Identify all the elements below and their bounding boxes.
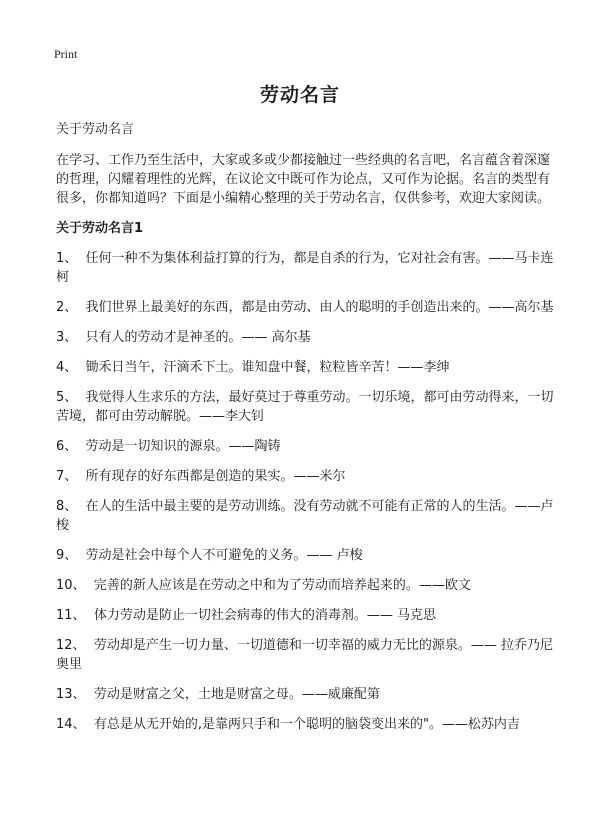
quote-text: 所有现存的好东西都是创造的果实。——米尔 <box>85 469 346 484</box>
quote-text: 锄禾日当午，汗滴禾下土。谁知盘中餐，粒粒皆辛苦！——李绅 <box>85 360 450 375</box>
page-title: 劳动名言 <box>259 84 340 106</box>
quote-item <box>56 606 556 625</box>
quote-number: 5、 <box>56 390 78 405</box>
quote-item <box>56 358 556 377</box>
quote-number: 2、 <box>56 300 78 315</box>
document-body <box>56 120 556 745</box>
quote-number: 9、 <box>56 548 78 563</box>
quote-item <box>56 497 556 535</box>
quote-text: 劳动是财富之父，土地是财富之母。——威廉配第 <box>93 687 380 702</box>
quote-text: 我觉得人生求乐的方法，最好莫过于尊重劳动。一切乐境，都可由劳动得来，一切苦境，都可由劳动解脱。——李大钊 <box>56 390 554 424</box>
quote-number: 12、 <box>56 638 86 653</box>
quote-item <box>56 715 556 734</box>
quote-text: 体力劳动是防止一切社会病毒的伟大的消毒剂。—— 马克思 <box>93 608 436 623</box>
quote-list <box>56 249 556 734</box>
quote-item <box>56 437 556 456</box>
quote-item <box>56 249 556 287</box>
quote-number: 3、 <box>56 330 78 345</box>
quote-item <box>56 298 556 317</box>
section-heading: 关于劳动名言1 <box>56 221 144 236</box>
quote-item <box>56 685 556 704</box>
quote-number: 4、 <box>56 360 78 375</box>
quote-text: 劳动却是产生一切力量、一切道德和一切幸福的威力无比的源泉。—— 拉乔乃尼奥里 <box>56 638 553 672</box>
quote-item <box>56 328 556 347</box>
quote-number: 1、 <box>56 251 78 266</box>
quote-text: 任何一种不为集体利益打算的行为，都是自杀的行为，它对社会有害。——马卡连柯 <box>56 251 554 285</box>
quote-number: 6、 <box>56 439 78 454</box>
quote-text: 完善的新人应该是在劳动之中和为了劳动而培养起来的。——欧文 <box>93 578 471 593</box>
quote-text: 有总是从无开始的,是靠两只手和一个聪明的脑袋变出来的"。——松苏内吉 <box>93 717 520 732</box>
quote-item <box>56 546 556 565</box>
quote-text: 劳动是一切知识的源泉。——陶铸 <box>85 439 281 454</box>
quote-number: 8、 <box>56 499 78 514</box>
quote-text: 在人的生活中最主要的是劳动训练。没有劳动就不可能有正常的人的生活。——卢梭 <box>56 499 554 533</box>
quote-number: 14、 <box>56 717 86 732</box>
quote-text: 劳动是社会中每个人不可避免的义务。—— 卢梭 <box>85 548 363 563</box>
quote-item <box>56 636 556 674</box>
quote-number: 13、 <box>56 687 86 702</box>
quote-item <box>56 576 556 595</box>
intro-paragraph: 在学习、工作乃至生活中，大家或多或少都接触过一些经典的名言吧，名言蕴含着深邃的哲理，闪耀着理性的光辉，在议论文中既可作为论点，又可作为论据。名言的类型有很多，你都知道吗？下面是小编精心整理的关于劳动名言，仅供参考，欢迎大家阅读。 <box>56 153 551 206</box>
quote-text: 我们世界上最美好的东西，都是由劳动、由人的聪明的手创造出来的。——高尔基 <box>85 300 554 315</box>
quote-number: 7、 <box>56 469 78 484</box>
print-link[interactable]: Print <box>54 47 78 61</box>
quote-item <box>56 388 556 426</box>
quote-text: 只有人的劳动才是神圣的。—— 高尔基 <box>85 330 311 345</box>
document-subtitle: 关于劳动名言 <box>56 122 135 137</box>
quote-item <box>56 467 556 486</box>
quote-number: 10、 <box>56 578 86 593</box>
quote-number: 11、 <box>56 608 86 623</box>
